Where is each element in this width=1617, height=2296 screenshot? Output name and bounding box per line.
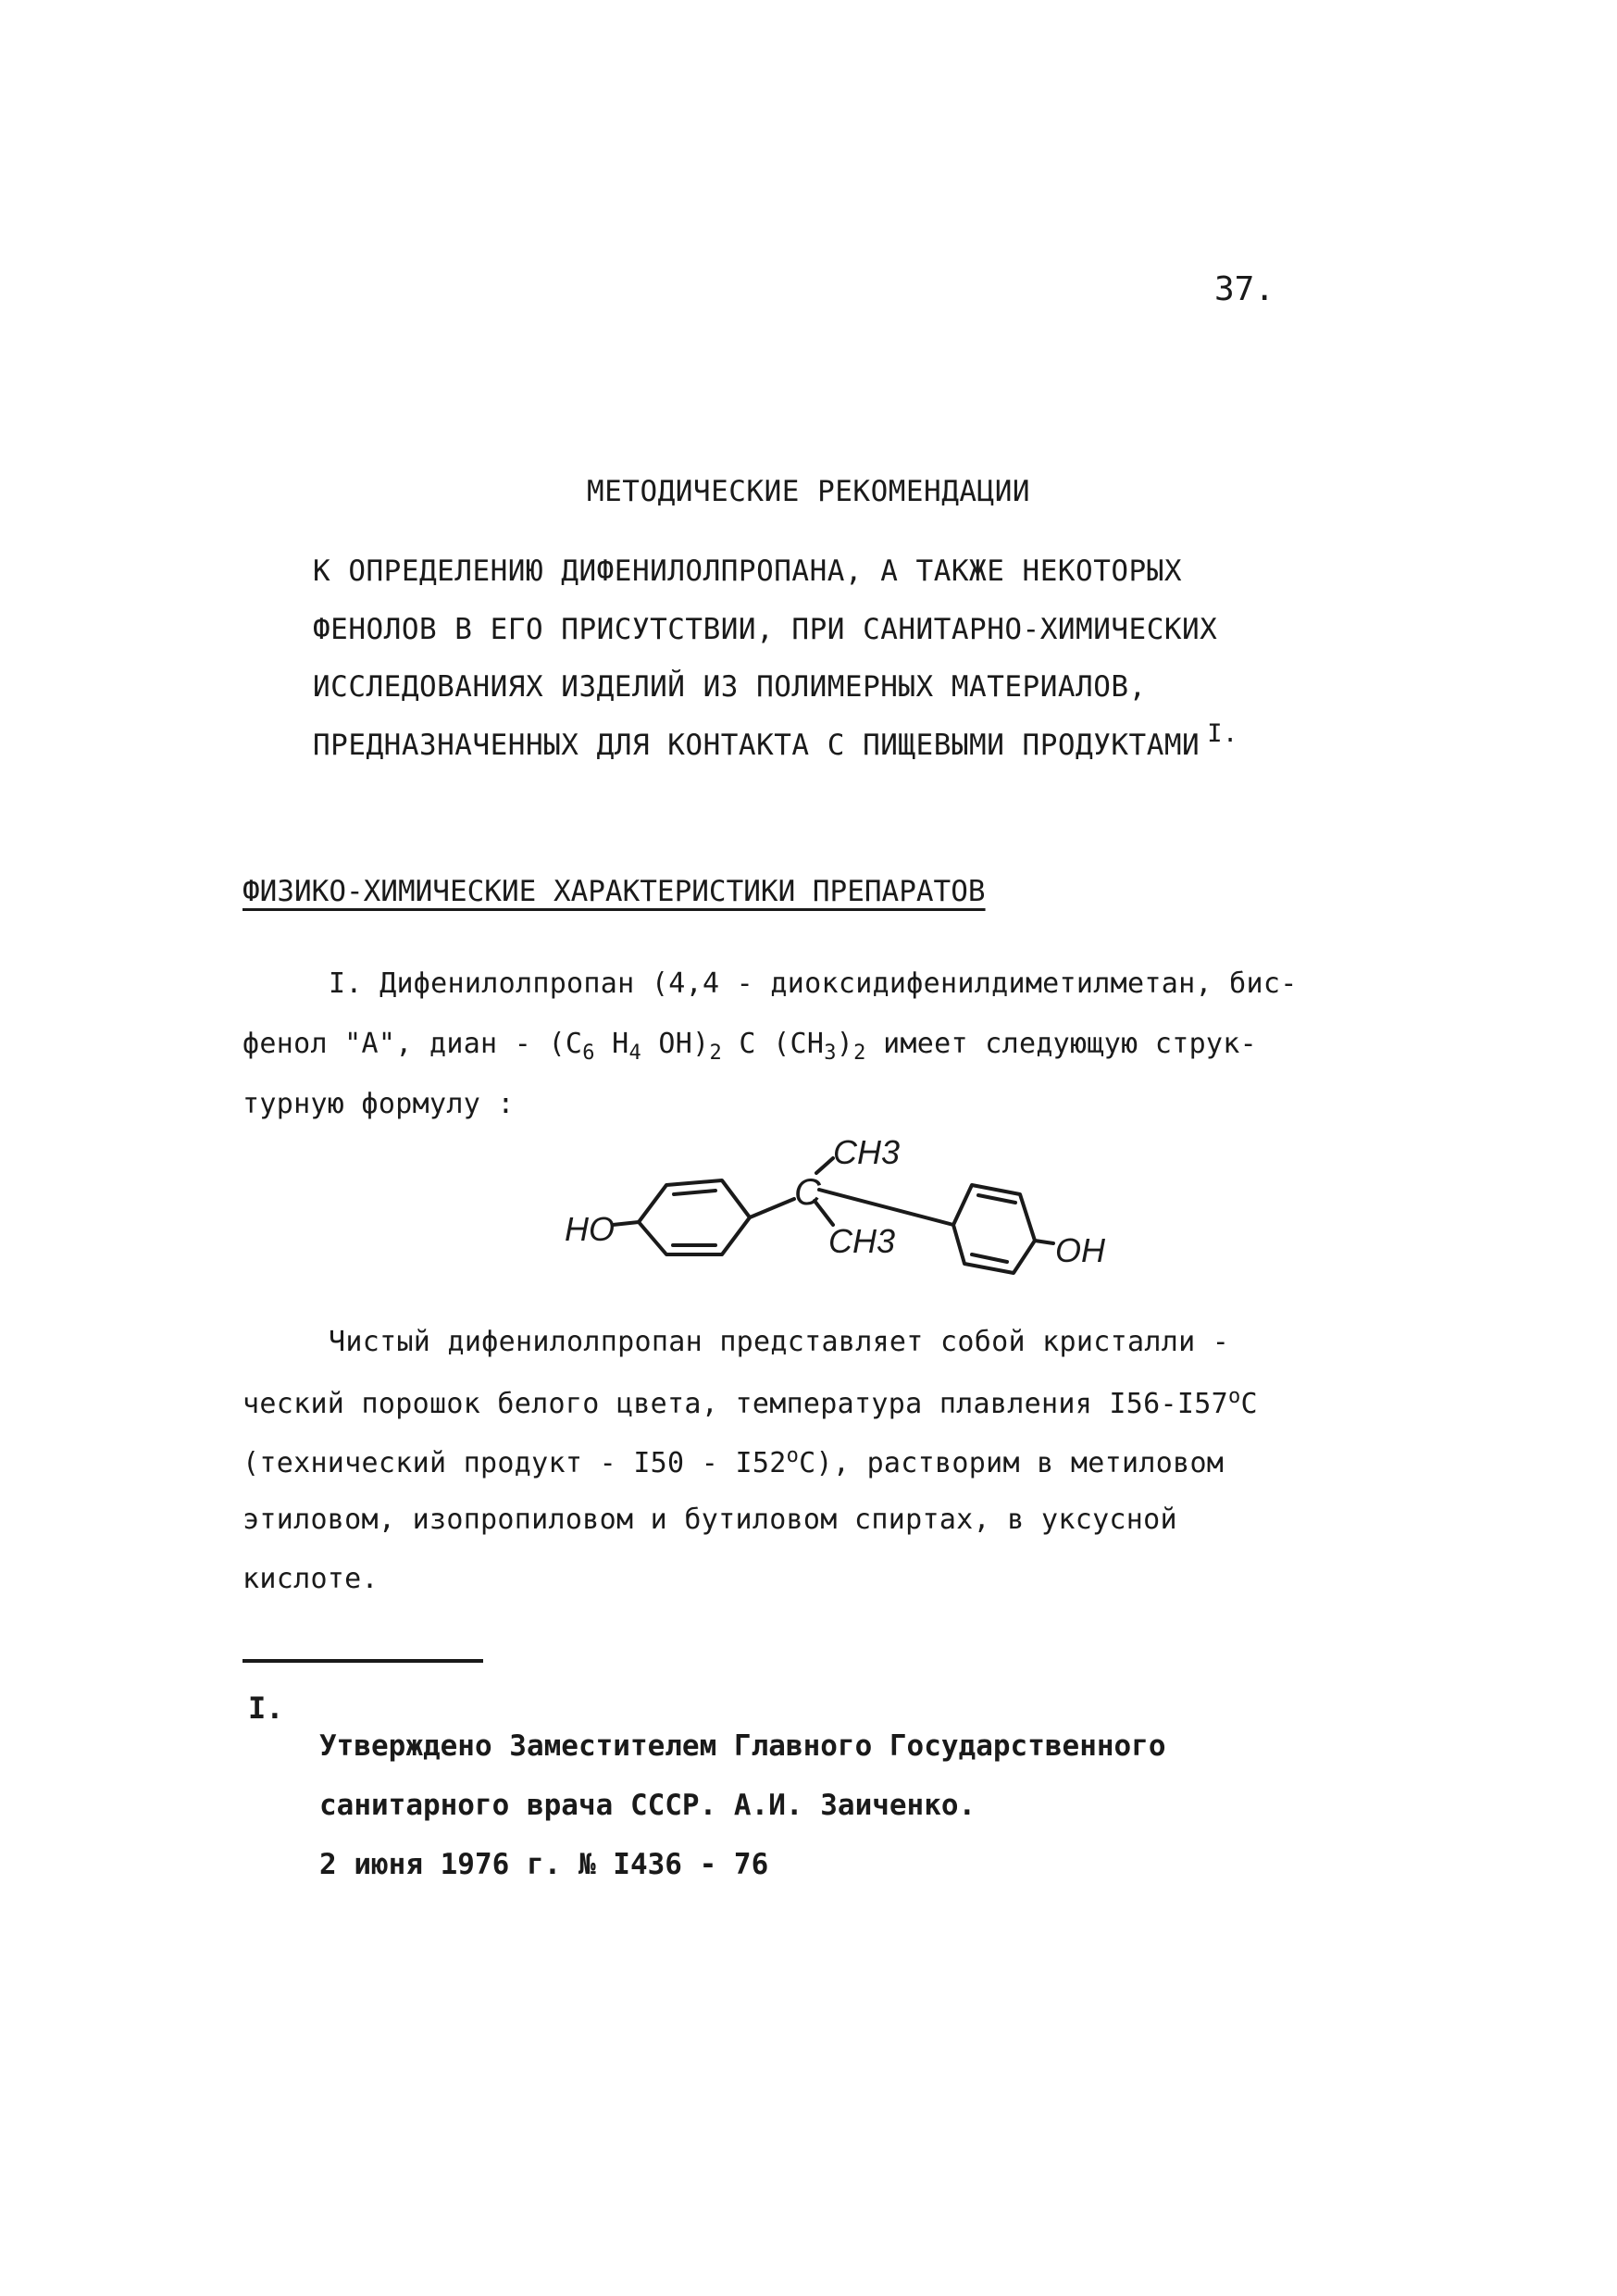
item1-sub-2a: 2: [709, 1042, 723, 1065]
description-line-4: этиловом, изопропиловом и бутиловом спиртах, в уксусной: [243, 1504, 1177, 1536]
formula-ch3-top: CH3: [833, 1133, 901, 1171]
item1-sub-h4: 4: [628, 1042, 642, 1065]
formula-oh: OH: [1055, 1231, 1105, 1269]
footnote-marker: I.: [1207, 719, 1238, 748]
item1-sub-ch3: 3: [824, 1042, 837, 1065]
page-number: 37.: [1214, 270, 1275, 308]
subtitle-line-3: ИССЛЕДОВАНИЯХ ИЗДЕЛИЙ ИЗ ПОЛИМЕРНЫХ МАТЕРИАЛОВ,: [313, 670, 1147, 704]
structural-formula: [565, 1125, 1120, 1301]
footnote-number: I.: [248, 1691, 284, 1726]
degree-sign-2: o: [786, 1444, 800, 1467]
footnote-line-1: Утверждено Заместителем Главного Государственного: [319, 1729, 1166, 1763]
subtitle-line-4: [313, 719, 1238, 762]
description-line-3-a: (технический продукт - I50 - I52: [243, 1447, 787, 1479]
item1-line-2-e: ): [836, 1028, 854, 1060]
description-line-3: [243, 1444, 1224, 1479]
description-line-1: Чистый дифенилолпропан представляет собой кристалли -: [329, 1326, 1230, 1358]
footnote-separator: [243, 1659, 483, 1663]
formula-c: C: [794, 1172, 821, 1213]
footnote-line-2: санитарного врача СССР. А.И. Заиченко.: [319, 1789, 976, 1822]
item1-line-1: I. Дифенилолпропан (4,4 - диоксидифенилдиметилметан, бис-: [329, 967, 1298, 1000]
document-title: МЕТОДИЧЕСКИЕ РЕКОМЕНДАЦИИ: [586, 475, 1031, 508]
footnote-line-3: 2 июня 1976 г. № I436 - 76: [319, 1848, 769, 1881]
description-line-3-b: C), растворим в метиловом: [799, 1447, 1225, 1479]
item1-sub-c6: 6: [582, 1042, 595, 1065]
item1-line-3: турную формулу :: [243, 1088, 515, 1120]
item1-line-2-c: OH): [641, 1028, 710, 1060]
degree-sign-1: o: [1227, 1385, 1241, 1408]
subtitle-line-1: К ОПРЕДЕЛЕНИЮ ДИФЕНИЛОЛПРОПАНА, А ТАКЖЕ НЕКОТОРЫХ: [313, 555, 1183, 588]
item1-line-2-b: H: [594, 1028, 629, 1060]
formula-ho: HO: [565, 1210, 615, 1248]
formula-ch3-bottom: CH3: [828, 1222, 896, 1260]
item1-sub-2b: 2: [853, 1042, 866, 1065]
subtitle-line-2: ФЕНОЛОВ В ЕГО ПРИСУТСТВИИ, ПРИ САНИТАРНО-ХИМИЧЕСКИХ: [313, 613, 1218, 646]
item1-line-2: [243, 1028, 1257, 1065]
subtitle-line-4-text: ПРЕДНАЗНАЧЕННЫХ ДЛЯ КОНТАКТА С ПИЩЕВЫМИ ПРОДУКТАМИ: [313, 729, 1200, 762]
description-line-5: кислоте.: [243, 1563, 379, 1595]
description-line-2: [243, 1385, 1258, 1420]
description-line-2-b: C: [1240, 1388, 1258, 1420]
description-line-2-a: ческий порошок белого цвета, температура плавления I56-I57: [243, 1388, 1228, 1420]
item1-line-2-d: C (CH: [722, 1028, 825, 1060]
item1-line-2-f: имеет следующую струк-: [865, 1028, 1258, 1060]
section-heading: ФИЗИКО-ХИМИЧЕСКИЕ ХАРАКТЕРИСТИКИ ПРЕПАРАТОВ: [243, 875, 986, 908]
item1-line-2-a: фенол "А", диан - (C: [243, 1028, 583, 1060]
